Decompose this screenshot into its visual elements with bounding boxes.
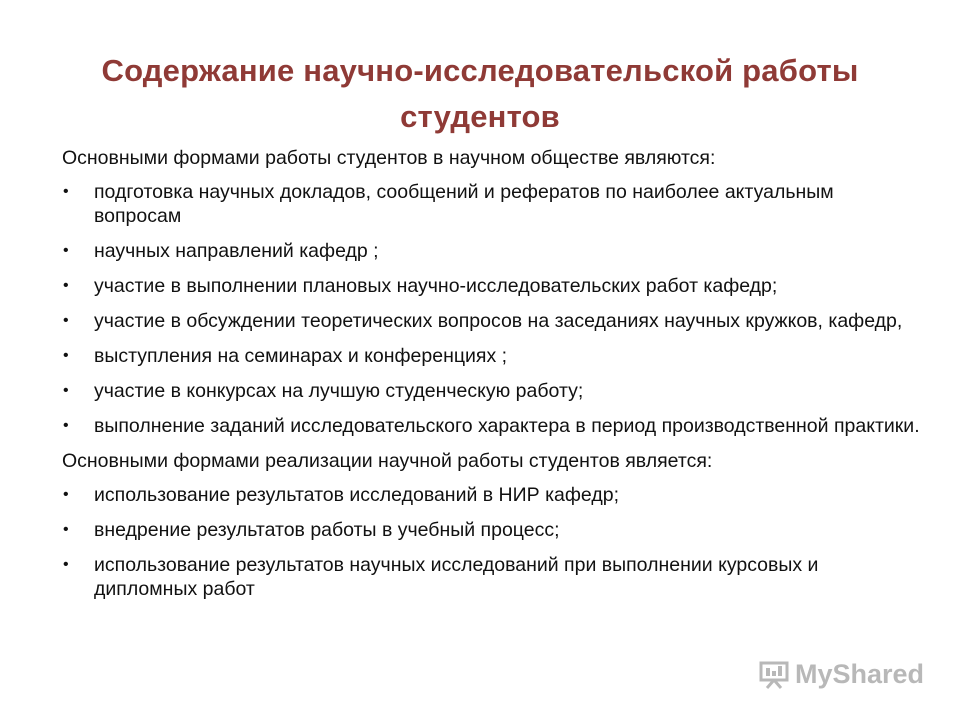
bullet-icon: • xyxy=(63,242,69,259)
presentation-board-icon xyxy=(759,661,789,689)
list-item xyxy=(62,518,922,542)
bullet-list-1 xyxy=(62,180,922,438)
intro-paragraph-1: Основными формами работы студентов в научном обществе являются: xyxy=(62,147,716,169)
list-item-text: участие в обсуждении теоретических вопросов на заседаниях научных кружков, кафедр, xyxy=(94,310,903,332)
bullet-icon: • xyxy=(63,347,69,364)
bullet-icon: • xyxy=(63,183,69,200)
list-item-text: подготовка научных докладов, сообщений и рефератов по наиболее актуальным вопросам xyxy=(94,181,834,227)
bullet-icon: • xyxy=(63,277,69,294)
list-item xyxy=(62,239,922,263)
list-item-text: выступления на семинарах и конференциях ; xyxy=(94,345,508,367)
title-line-2: студентов xyxy=(400,99,560,134)
intro-paragraph-2: Основными формами реализации научной работы студентов является: xyxy=(62,450,713,472)
bullet-icon: • xyxy=(63,417,69,434)
bullet-icon: • xyxy=(63,382,69,399)
list-item-text: участие в конкурсах на лучшую студенческую работу; xyxy=(94,380,584,402)
bullet-list-2 xyxy=(62,483,922,601)
list-item-text: выполнение заданий исследовательского характера в период производственной практики. xyxy=(94,415,920,437)
list-item xyxy=(62,379,922,403)
list-item xyxy=(62,309,922,333)
watermark-text: MyShared xyxy=(794,659,924,689)
list-item-text: внедрение результатов работы в учебный процесс; xyxy=(94,519,560,541)
bullet-icon: • xyxy=(63,312,69,329)
bullet-icon: • xyxy=(63,521,69,538)
list-item xyxy=(62,414,922,438)
list-item-text: участие в выполнении плановых научно-исследовательских работ кафедр; xyxy=(94,275,778,297)
list-item-text: научных направлений кафедр ; xyxy=(94,240,379,262)
bullet-icon: • xyxy=(63,556,69,573)
list-item-text: использование результатов научных исследований при выполнении курсовых и дипломных работ xyxy=(94,554,819,600)
list-item xyxy=(62,180,922,228)
list-item-text: использование результатов исследований в НИР кафедр; xyxy=(94,484,619,506)
list-item xyxy=(62,553,922,601)
slide-title xyxy=(60,48,900,140)
bullet-icon: • xyxy=(63,486,69,503)
slide-content xyxy=(62,146,922,612)
list-item xyxy=(62,344,922,368)
list-item xyxy=(62,483,922,507)
list-item xyxy=(62,274,922,298)
watermark-logo xyxy=(759,659,924,690)
title-line-1: Содержание научно-исследовательской работы xyxy=(101,53,859,88)
